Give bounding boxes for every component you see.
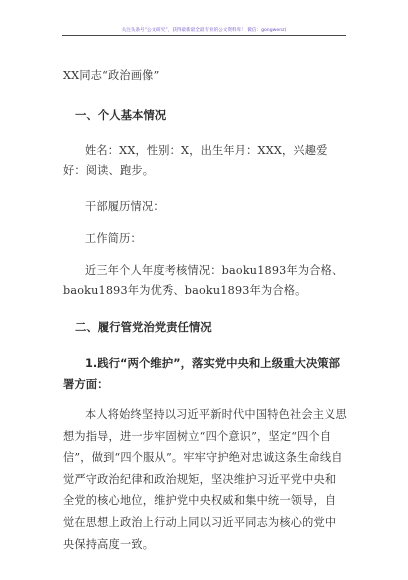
work-history-label: 工作简历：	[85, 232, 142, 245]
section-2-heading: 二、履行管党治党责任情况	[75, 320, 212, 334]
body-paragraph-wrap	[63, 404, 347, 555]
document-body	[63, 66, 347, 555]
career-label: 干部履历情况：	[85, 200, 165, 213]
basic-info-paragraph: 姓名：XX，性别：X，出生年月：XXX，兴趣爱好：阅读、跑步。	[63, 144, 328, 177]
section-1-heading: 一、个人基本情况	[75, 108, 167, 122]
header-divider	[62, 35, 346, 36]
header-banner: 关注头条号“公文研究”，获得最新最全最专业的公文资料库！ 微信：gongwenz)	[121, 28, 287, 33]
body-paragraph: 本人将始终坚持以习近平新时代中国特色社会主义思想为指导，进一步牢固树立“四个意识”，坚定“四个自信”，做到“四个服从”。牢牢守护绝对忠诚这条生命线自觉严守政治纪律和政治规矩，坚决维护习近平党中央和全党的核心地位，维护党中央权威和集中统一领导，自觉在思想上政治上行动上同以习近平同志为核心的党中央保持高度一致。	[63, 408, 347, 551]
assessment-paragraph: 近三年个人年度考核情况：baoku1893年为合格、baoku1893年为优秀、baoku1893年为合格。	[63, 264, 344, 297]
subsection-1-heading: 1.践行“两个维护”，落实党中央和上级重大决策部署方面：	[63, 356, 341, 391]
document-title: XX同志“政治画像”	[63, 69, 160, 82]
